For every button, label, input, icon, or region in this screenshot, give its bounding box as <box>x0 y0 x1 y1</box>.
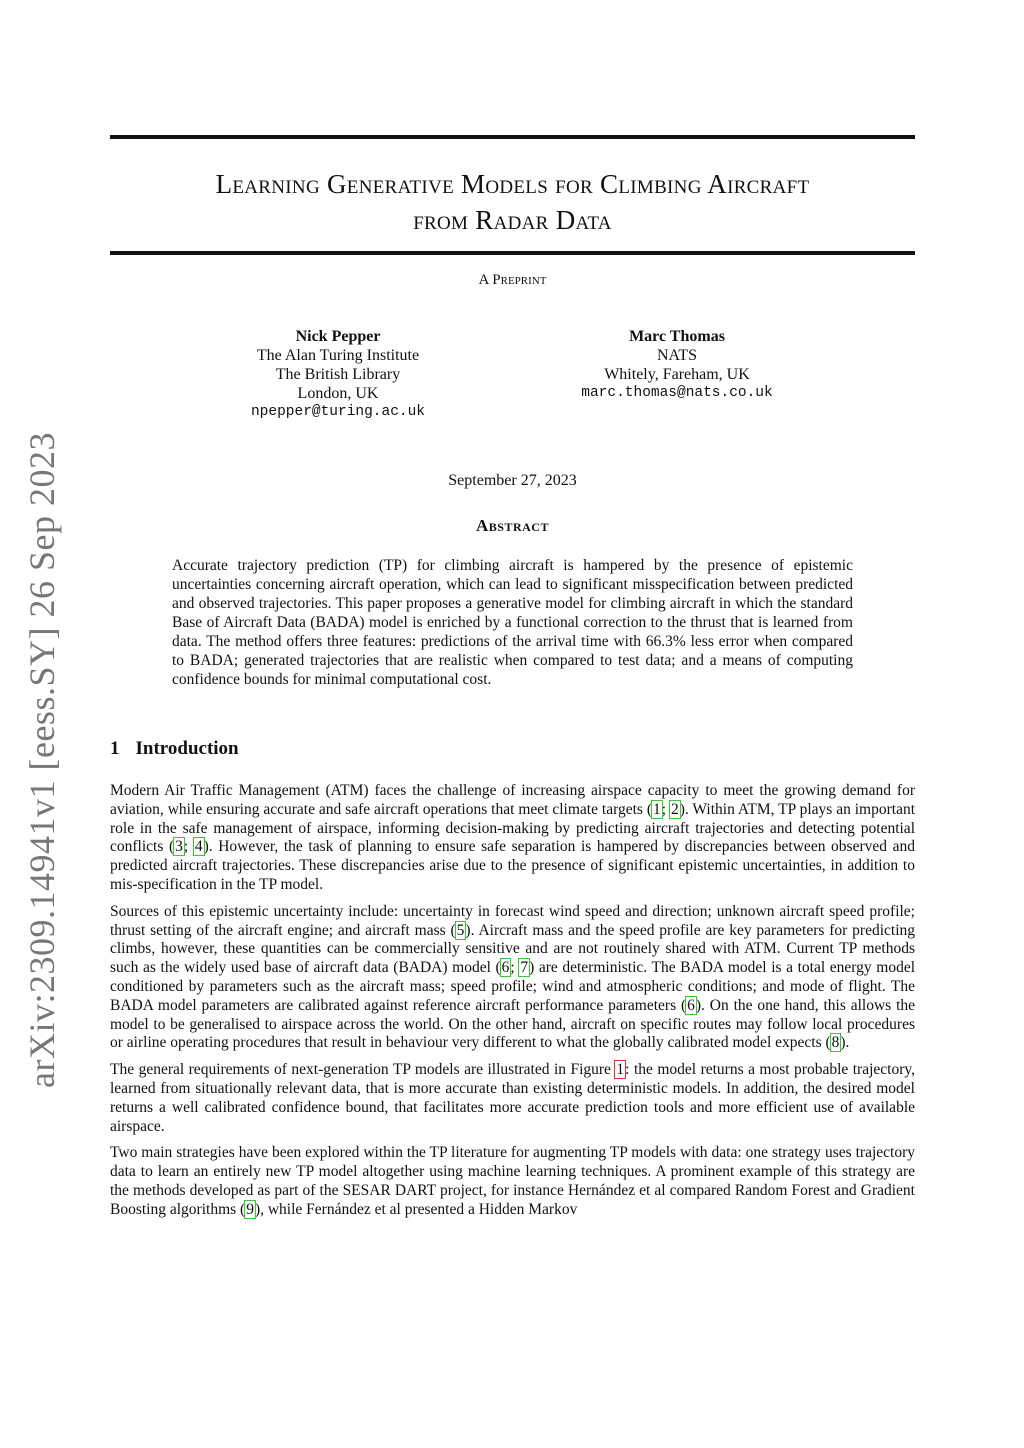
arxiv-id: arXiv:2309.14941v1 [eess.SY] 26 Sep 2023 <box>22 432 62 1088</box>
title-top-rule <box>110 135 915 139</box>
citation-link[interactable]: 6 <box>687 996 695 1014</box>
figure-reference-link[interactable]: 1 <box>616 1061 625 1079</box>
paragraph: The general requirements of next-generation TP models are illustrated in Figure 1: the model returns a most probable trajectory, learned from situationally relevant data, that is more accurate than existing deterministic models. In addition, the desired model returns a well calibrated confidence bound, that facilitates more accurate prediction tools and more efficient use of available airspace. <box>110 1061 915 1135</box>
title-bottom-rule <box>110 251 915 255</box>
author-affiliation: The Alan Turing Institute <box>256 347 420 364</box>
title-line-1: Learning Generative Models for Climbing Aircraft <box>215 169 810 199</box>
citation-link[interactable]: 9 <box>246 1200 254 1218</box>
abstract-text: Accurate trajectory prediction (TP) for climbing aircraft is hampered by the presence of epistemic uncertainties concerning aircraft operation, which can lead to significant misspecification between predicted and observed trajectories. This paper proposes a generative model for climbing aircraft in which the standard Base of Aircraft Data (BADA) model is enriched by a functional correction to the thrust that is learned from data. The method offers three features: predictions of the arrival time with 66.3% less error when compared to BADA; generated trajectories that are realistic when compared to test data; and a means of computing confidence bounds for minimal computational cost. <box>172 557 853 688</box>
citation-link[interactable]: 4 <box>194 838 203 856</box>
citation-link[interactable]: 6 <box>501 959 510 977</box>
citation-link[interactable]: 3 <box>175 838 183 856</box>
citation-link[interactable]: 1 <box>653 800 661 818</box>
section-title: Introduction <box>135 738 239 759</box>
paragraph: Two main strategies have been explored within the TP literature for augmenting TP models with data: one strategy uses trajectory data to learn an entirely new TP model altogether using machine learning techniques. A prominent example of this strategy are the methods developed as part of the SESAR DART project, for instance Hernández et al compared Random Forest and Gradient Boosting algorithms (9), while Fernández et al presented a Hidden Markov <box>110 1144 915 1218</box>
paper-date: September 27, 2023 <box>448 472 577 489</box>
section-body <box>110 782 915 1228</box>
author-block-1 <box>188 327 488 422</box>
author-email[interactable]: marc.thomas@nats.co.uk <box>581 385 773 401</box>
author-affiliation: The British Library <box>275 366 401 383</box>
paragraph: Modern Air Traffic Management (ATM) faces the challenge of increasing airspace capacity to meet the growing demand for aviation, while ensuring accurate and safe aircraft operations that meet climate targets (1; 2). Within ATM, TP plays an important role in the safe management of airspace, informing decision-making by predicting aircraft trajectories and detecting potential conflicts (3; 4). However, the task of planning to ensure safe separation is hampered by discrepancies between observed and predicted aircraft trajectories. These discrepancies arise due to the presence of significant epistemic uncertainties, in addition to mis-specification in the TP model. <box>110 782 916 893</box>
citation-link[interactable]: 5 <box>456 921 465 939</box>
author-affiliation: London, UK <box>297 385 379 402</box>
paragraph: Sources of this epistemic uncertainty include: uncertainty in forecast wind speed and direction; unknown aircraft speed profile; thrust setting of the aircraft engine; and aircraft mass (5). Aircraft mass and the speed profile are key parameters for predicting climbs, however, these quantities can be commercially sensitive and are not routinely shared with ATM. Current TP methods such as the widely used base of aircraft data (BADA) model (6; 7) are deterministic. The BADA model is a total energy model conditioned by parameters such as the aircraft mass; speed profile; wind and atmospheric conditions; and mode of flight. The BADA model parameters are calibrated against reference aircraft performance parameters (6). On the one hand, this allows the model to be generalised to airspace across the world. On the other hand, aircraft on specific routes may follow local procedures or airline operating procedures that result in behaviour very different to what the globally calibrated model expects (8). <box>110 902 916 1052</box>
abstract-heading: Abstract <box>476 516 549 535</box>
author-affiliation: NATS <box>656 347 697 364</box>
section-heading <box>110 738 239 760</box>
author-name: Marc Thomas <box>629 328 725 345</box>
author-name: Nick Pepper <box>295 328 381 345</box>
author-email[interactable]: npepper@turing.ac.uk <box>250 404 426 420</box>
author-block-2 <box>527 327 827 403</box>
title-line-2: from Radar Data <box>413 205 612 235</box>
section-number: 1 <box>110 738 120 759</box>
citation-link[interactable]: 8 <box>831 1034 840 1052</box>
preprint-label: A Preprint <box>478 272 547 288</box>
paper-title <box>110 166 915 238</box>
citation-link[interactable]: 7 <box>520 959 529 977</box>
citation-link[interactable]: 2 <box>671 800 679 818</box>
author-affiliation: Whitely, Fareham, UK <box>604 366 750 383</box>
arxiv-sidebar-stamp <box>14 432 70 1088</box>
